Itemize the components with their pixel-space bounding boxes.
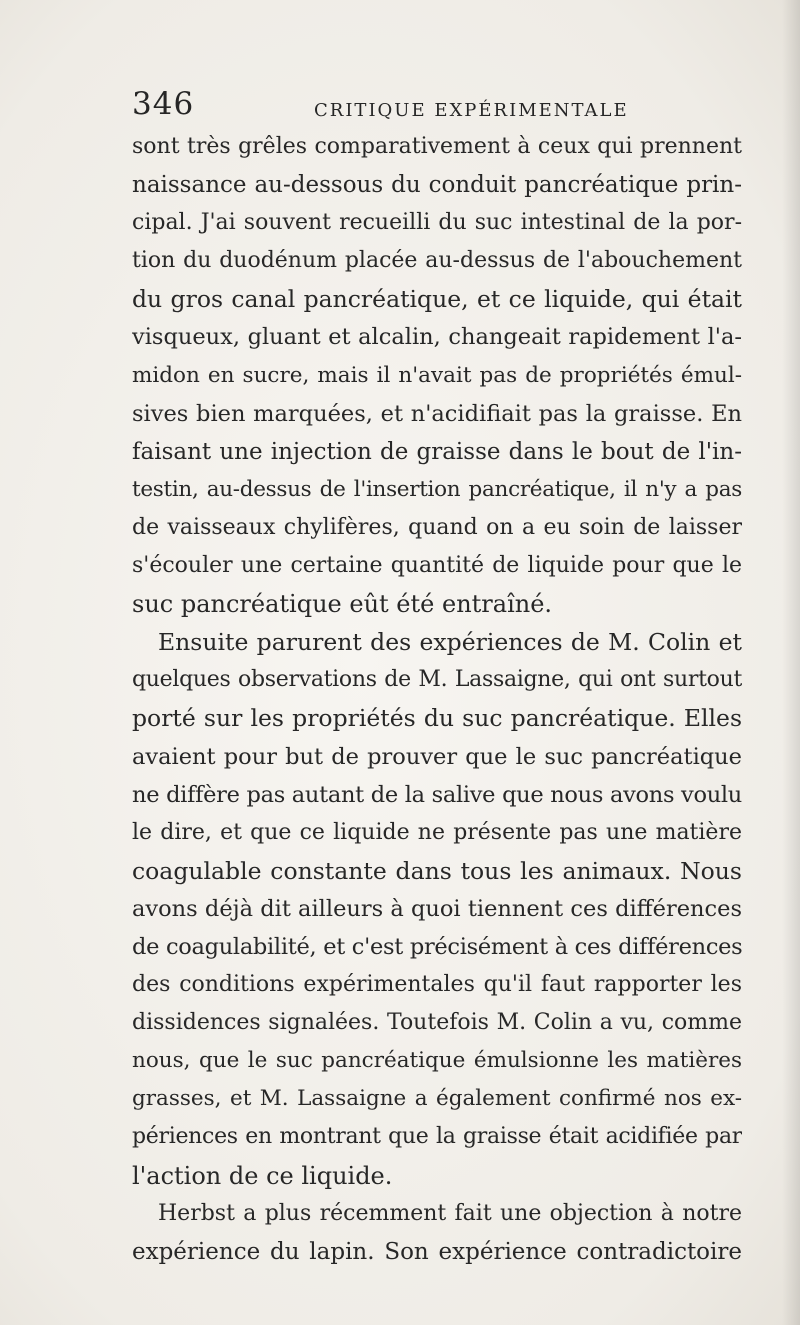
body-text: [132, 128, 742, 1271]
text-line: dissidences signalées. Toutefois M. Colin a vu, comme: [132, 1010, 742, 1036]
running-header: [132, 86, 742, 126]
text-line: coagulable constante dans tous les animaux. Nous: [132, 856, 742, 885]
text-line: sives bien marquées, et n'acidifiait pas la graisse. En: [132, 400, 742, 427]
text-line: grasses, et M. Lassaigne a également confirmé nos ex-: [132, 1086, 742, 1112]
text-line: porté sur les propriétés du suc pancréatique. Elles: [132, 704, 742, 733]
text-line: tion du duodénum placée au-dessus de l'abouchement: [132, 248, 742, 274]
text-line: Ensuite parurent des expériences de M. Colin et: [158, 628, 742, 657]
text-line: ne diffère pas autant de la salive que nous avons voulu: [132, 781, 742, 808]
text-line: expérience du lapin. Son expérience contradictoire: [132, 1238, 742, 1265]
text-line: Herbst a plus récemment fait une objection à notre: [158, 1200, 742, 1226]
text-line: des conditions expérimentales qu'il faut rapporter les: [132, 972, 742, 998]
text-line: l'action de ce liquide.: [132, 1161, 393, 1190]
text-line: le dire, et que ce liquide ne présente pas une matière: [132, 819, 742, 845]
text-line: nous, que le suc pancréatique émulsionne les matières: [132, 1048, 742, 1074]
text-line: sont très grêles comparativement à ceux qui prennent: [132, 134, 742, 159]
text-line: testin, au-dessus de l'insertion pancréatique, il n'y a pas: [132, 476, 742, 502]
text-line: suc pancréatique eût été entraîné.: [132, 590, 553, 619]
text-line: visqueux, gluant et alcalin, changeait rapidement l'a-: [132, 324, 742, 351]
text-line: périences en montrant que la graisse était acidifiée par: [132, 1124, 742, 1150]
text-line: naissance au-dessous du conduit pancréatique prin-: [132, 172, 742, 199]
text-line: faisant une injection de graisse dans le bout de l'in-: [132, 438, 742, 465]
text-line: avons déjà dit ailleurs à quoi tiennent ces différences: [132, 895, 742, 922]
page-edge-shadow: [782, 0, 800, 1325]
page-number: 346: [132, 86, 195, 122]
text-line: de coagulabilité, et c'est précisément à ces différences: [132, 933, 742, 960]
running-title: CRITIQUE EXPÉRIMENTALE: [314, 100, 629, 121]
text-line: cipal. J'ai souvent recueilli du suc intestinal de la por-: [132, 210, 742, 236]
text-line: du gros canal pancréatique, et ce liquide, qui était: [132, 285, 742, 314]
text-line: avaient pour but de prouver que le suc pancréatique: [132, 743, 742, 770]
text-line: midon en sucre, mais il n'avait pas de propriétés émul-: [132, 362, 742, 388]
text-line: quelques observations de M. Lassaigne, qui ont surtout: [132, 667, 742, 693]
text-line: de vaisseaux chylifères, quand on a eu soin de laisser: [132, 514, 742, 540]
text-line: s'écouler une certaine quantité de liquide pour que le: [132, 553, 742, 579]
